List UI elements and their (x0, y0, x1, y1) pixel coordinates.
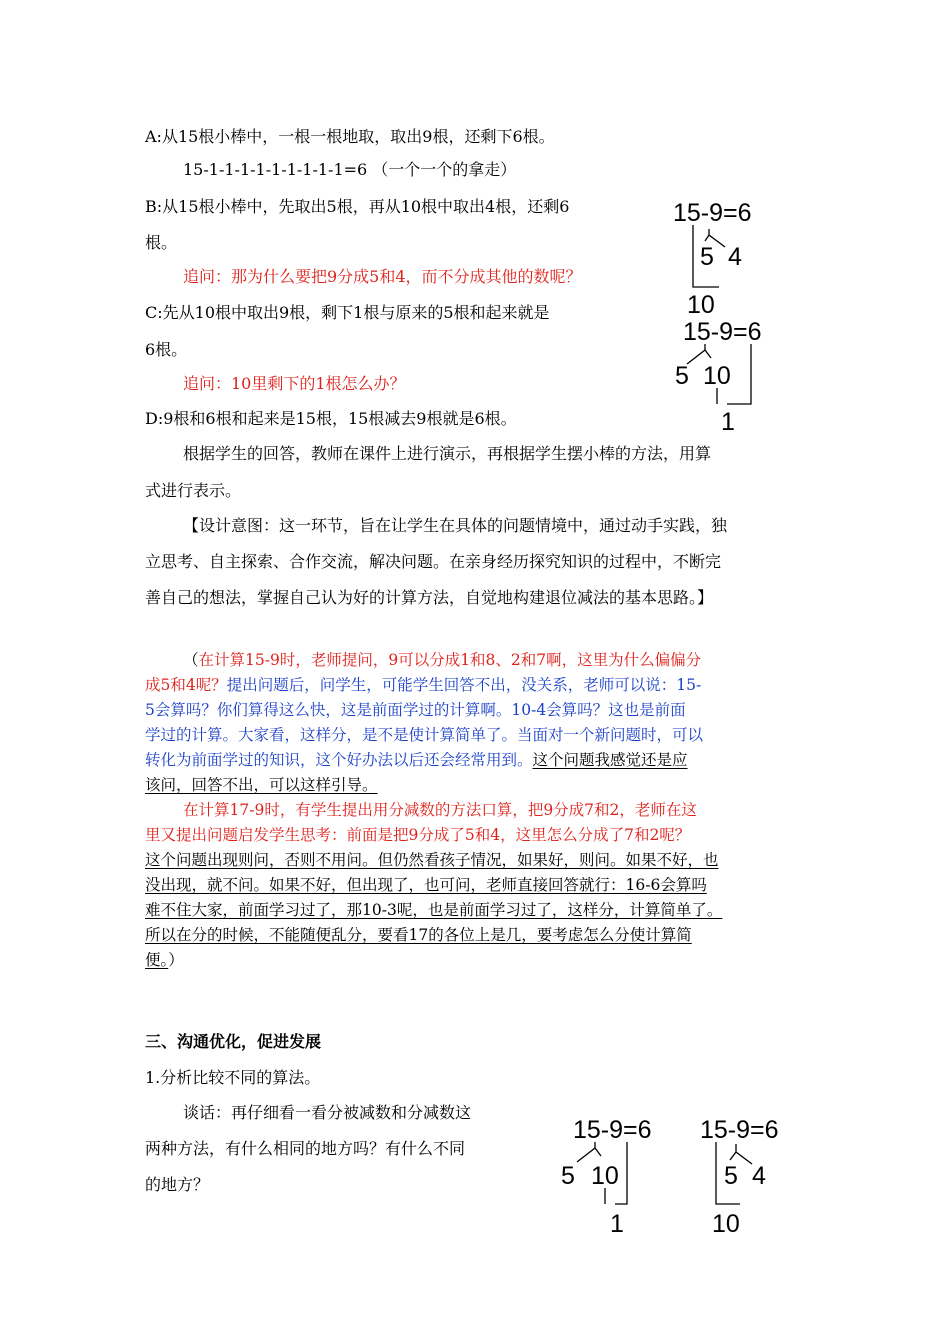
note-p1-line4: 学过的计算。大家看，这样分，是不是使计算简单了。当面对一个新问题时，可以 (145, 726, 704, 744)
note-p1-line3: 5会算吗？你们算得这么快，这是前面学过的计算啊。10-4会算吗？这也是前面 (145, 701, 686, 719)
note-p2-line2: 里又提出问题启发学生思考：前面是把9分成了5和4，这里怎么分成了7和2呢？ (145, 826, 691, 844)
talk-line3: 的地方？ (145, 1175, 210, 1194)
note-p2-line4: 没出现，就不问。如果不好，但出现了，也可问，老师直接回答就行：16-6会算吗 (145, 876, 707, 894)
note-p2-line3: 这个问题出现则问，否则不用问。但仍然看孩子情况，如果好，则问。如果不好，也 (145, 851, 719, 869)
diagram-result: 10 (687, 291, 715, 319)
diagram-split-minuend (665, 312, 790, 437)
follow-up-question-2: 追问：10里剩下的1根怎么办？ (183, 374, 406, 393)
note-p2-line1: 在计算17-9时，有学生提出用分减数的方法口算，把9分成7和2，老师在这 (183, 801, 697, 819)
section-heading: 三、沟通优化，促进发展 (145, 1032, 322, 1051)
design-intent-line2: 立思考、自主探索、合作交流，解决问题。在亲身经历探究知识的过程中，不断完 (145, 552, 722, 571)
talk-line2: 两种方法，有什么相同的地方吗？有什么不同 (145, 1139, 466, 1158)
note-p2-line7: 便。） (145, 951, 184, 969)
diagram-result: 1 (721, 408, 735, 436)
diagram-part-b: 4 (752, 1162, 766, 1190)
note-p2-line6: 所以在分的时候，不能随便乱分，要看17的各位上是几，要考虑怎么分使计算简 (145, 926, 692, 944)
diagram-split-subtrahend (665, 195, 790, 320)
demo-line1: 根据学生的回答，教师在课件上进行演示，再根据学生摆小棒的方法，用算 (183, 444, 712, 463)
diagram-equation: 15-9=6 (673, 199, 752, 227)
section-item-1: 1.分析比较不同的算法。 (145, 1068, 321, 1087)
diagram-equation: 15-9=6 (700, 1116, 779, 1144)
method-d: D:9根和6根和起来是15根，15根减去9根就是6根。 (145, 409, 517, 428)
diagram-compare-minuend (555, 1112, 680, 1237)
diagram-equation: 15-9=6 (573, 1116, 652, 1144)
diagram-part-b: 10 (591, 1162, 619, 1190)
note-p1-line6: 该问，回答不出，可以这样引导。 (145, 776, 378, 794)
demo-line2: 式进行表示。 (145, 481, 242, 500)
note-p1-line1: （在计算15-9时，老师提问，9可以分成1和8、2和7啊，这里为什么偏偏分 (183, 651, 702, 669)
design-intent-line1: 【设计意图：这一环节，旨在让学生在具体的问题情境中，通过动手实践，独 (183, 516, 728, 535)
note-p2-line5: 难不住大家，前面学习过了，那10-3呢，也是前面学习过了，这样分，计算简单了。 (145, 901, 723, 919)
method-c-line2: 6根。 (145, 340, 188, 359)
design-intent-line3: 善自己的想法，掌握自己认为好的计算方法，自觉地构建退位减法的基本思路。】 (145, 588, 714, 607)
diagram-part-a: 5 (675, 362, 689, 390)
note-p1-line2: 成5和4呢？提出问题后，问学生，可能学生回答不出，没关系，老师可以说：15- (145, 676, 702, 694)
diagram-part-b: 4 (728, 243, 742, 271)
diagram-result: 1 (610, 1210, 624, 1237)
method-a-formula: 15-1-1-1-1-1-1-1-1-1=6 （一个一个的拿走） (183, 160, 517, 179)
diagram-result: 10 (712, 1210, 740, 1237)
diagram-part-b: 10 (703, 362, 731, 390)
diagram-compare-subtrahend (692, 1112, 817, 1237)
talk-line1: 谈话：再仔细看一看分被减数和分减数这 (183, 1103, 472, 1122)
follow-up-question-1: 追问：那为什么要把9分成5和4，而不分成其他的数呢？ (183, 267, 582, 286)
method-c-line1: C:先从10根中取出9根，剩下1根与原来的5根和起来就是 (145, 303, 550, 322)
diagram-part-a: 5 (700, 243, 714, 271)
diagram-part-a: 5 (561, 1162, 575, 1190)
note-p1-line5: 转化为前面学过的知识，这个好办法以后还会经常用到。这个问题我感觉还是应 (145, 751, 688, 769)
diagram-part-a: 5 (724, 1162, 738, 1190)
method-a: A:从15根小棒中，一根一根地取，取出9根，还剩下6根。 (145, 127, 555, 146)
diagram-equation: 15-9=6 (683, 318, 762, 346)
method-b-line2: 根。 (145, 233, 178, 252)
method-b-line1: B:从15根小棒中，先取出5根，再从10根中取出4根，还剩6 (145, 197, 570, 216)
